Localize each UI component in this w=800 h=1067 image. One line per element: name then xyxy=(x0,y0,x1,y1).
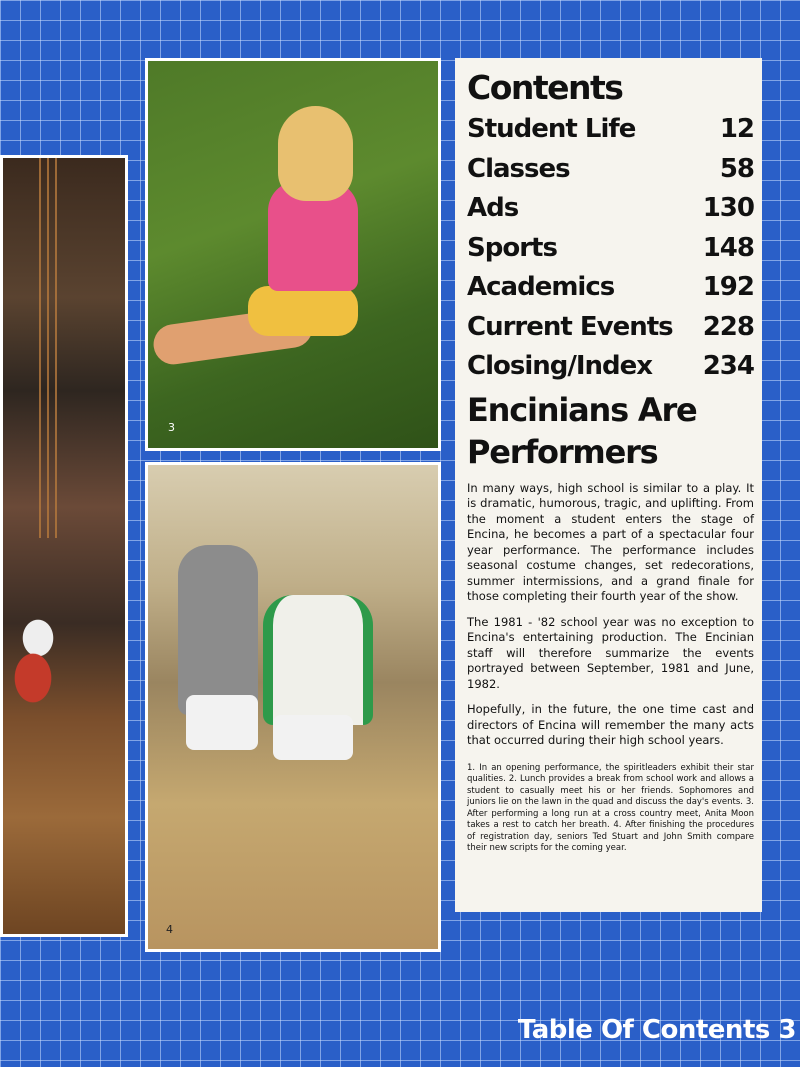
body-paragraph: In many ways, high school is similar to a play. It is dramatic, humorous, tragic, and uplifting. From the moment a student enters the stage of Encina, he becomes a part of a spectacular four year performance. The performance includes seasonal costume changes, set redecorations, summer intermissions, and a grand finale for those completing their fourth year of the show. xyxy=(467,480,754,603)
toc-item[interactable] xyxy=(467,229,754,269)
toc-item[interactable] xyxy=(467,308,754,348)
student-two-shorts xyxy=(273,715,353,760)
toc-item-page: 130 xyxy=(702,193,754,223)
toc-item-label: Closing/Index xyxy=(467,351,653,381)
student-one xyxy=(178,545,258,715)
toc-item-page: 192 xyxy=(702,272,754,302)
photo-captions: 1. In an opening performance, the spiritleaders exhibit their star qualities. 2. Lunch provides a break from school work and allows a student to casually meet his or her friends. Sophomores and juniors lie on the lawn in the quad and discuss the day's events. 3. After performing a long run at a cross country meet, Anita Moon takes a rest to catch her breath. 4. After finishing the procedures of registration day, seniors Ted Stuart and John Smith compare their new scripts for the coming year. xyxy=(467,762,754,853)
toc-item-page: 234 xyxy=(702,351,754,381)
photo-number-4: 4 xyxy=(166,923,173,936)
toc-item[interactable] xyxy=(467,268,754,308)
toc-item[interactable] xyxy=(467,347,754,387)
toc-item-label: Classes xyxy=(467,153,570,184)
toc-item-page: 12 xyxy=(719,114,754,144)
body-paragraph: Hopefully, in the future, the one time cast and directors of Encina will remember the many acts that occurred during their high school years. xyxy=(467,702,754,747)
toc-item-page: 148 xyxy=(702,232,754,263)
toc-item[interactable] xyxy=(467,150,754,190)
toc-item-label: Sports xyxy=(467,232,557,263)
runner-shorts xyxy=(248,286,358,336)
toc-item[interactable] xyxy=(467,189,754,229)
body-paragraph: The 1981 - '82 school year was no exception to Encina's entertaining production. The Encinian staff will therefore summarize the events portrayed between September, 1981 and June, 1982. xyxy=(467,614,754,691)
photo-registration-day xyxy=(145,462,441,952)
toc-item-label: Academics xyxy=(467,272,615,302)
page-footer-title: Table Of Contents 3 xyxy=(517,1015,796,1045)
article-headline: Encinians Are Performers xyxy=(467,390,697,471)
photo-gym-spiritleaders xyxy=(0,155,128,937)
toc-item-page: 228 xyxy=(702,311,754,342)
toc-item-label: Student Life xyxy=(467,114,636,144)
contents-panel xyxy=(455,58,762,912)
runner-hair xyxy=(278,106,353,201)
student-two xyxy=(263,595,373,725)
toc-item[interactable] xyxy=(467,110,754,150)
photo-number-3: 3 xyxy=(168,421,175,434)
toc-item-label: Current Events xyxy=(467,311,673,342)
toc-item-label: Ads xyxy=(467,193,519,223)
toc-item-page: 58 xyxy=(719,153,754,184)
contents-title: Contents xyxy=(467,68,623,107)
gym-ropes xyxy=(33,158,63,538)
student-one-shorts xyxy=(186,695,258,750)
photo-runner-on-lawn xyxy=(145,58,441,451)
